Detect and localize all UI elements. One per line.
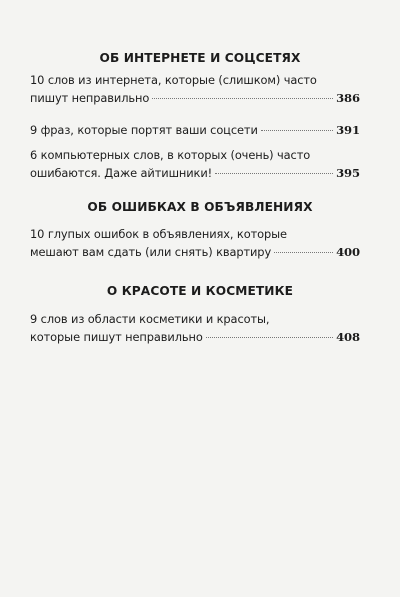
dot-leader xyxy=(274,252,333,253)
entry-text-line: которые пишут неправильно xyxy=(30,330,203,345)
section-heading: О КРАСОТЕ И КОСМЕТИКЕ xyxy=(106,284,294,298)
section-heading: ОБ ОШИБКАХ В ОБЪЯВЛЕНИЯХ xyxy=(87,200,313,214)
dot-leader xyxy=(215,173,333,174)
page-number: 386 xyxy=(336,91,360,106)
dot-leader xyxy=(206,337,333,338)
entry-text-line: 10 слов из интернета, которые (слишком) часто xyxy=(30,73,317,87)
page-number: 400 xyxy=(336,245,360,260)
page-number: 408 xyxy=(336,330,360,345)
page-number: 395 xyxy=(336,166,360,181)
entry-text-line: 9 фраз, которые портят ваши соцсети xyxy=(30,123,258,137)
toc-entries xyxy=(0,121,400,139)
entry-text-line: ошибаются. Даже айтишники! xyxy=(30,166,213,181)
section-heading: ОБ ИНТЕРНЕТЕ И СОЦСЕТЯХ xyxy=(99,51,301,65)
dot-leader xyxy=(261,130,333,131)
toc-section-internet xyxy=(0,50,400,66)
toc-section-ads xyxy=(0,199,400,215)
entry-text-line: 6 компьютерных слов, в которых (очень) часто xyxy=(30,148,311,162)
toc-entries xyxy=(0,225,400,261)
entry-text-line: пишут неправильно xyxy=(30,91,150,106)
entry-text-line: 9 слов из области косметики и красоты, xyxy=(30,312,270,326)
toc-entry[interactable] xyxy=(30,225,360,261)
toc-entries xyxy=(0,71,400,107)
page-number: 391 xyxy=(336,123,360,137)
entry-text-line: 10 глупых ошибок в объявлениях, которые xyxy=(30,227,287,241)
entry-text-line: мешают вам сдать (или снять) квартиру xyxy=(30,245,272,260)
dot-leader xyxy=(152,98,333,99)
toc-section-beauty xyxy=(0,283,400,299)
toc-entry[interactable] xyxy=(30,71,360,107)
toc-entries xyxy=(0,146,400,182)
toc-entry[interactable] xyxy=(30,121,360,139)
toc-entry[interactable] xyxy=(30,310,360,346)
toc-entries xyxy=(0,310,400,346)
toc-entry[interactable] xyxy=(30,146,360,182)
